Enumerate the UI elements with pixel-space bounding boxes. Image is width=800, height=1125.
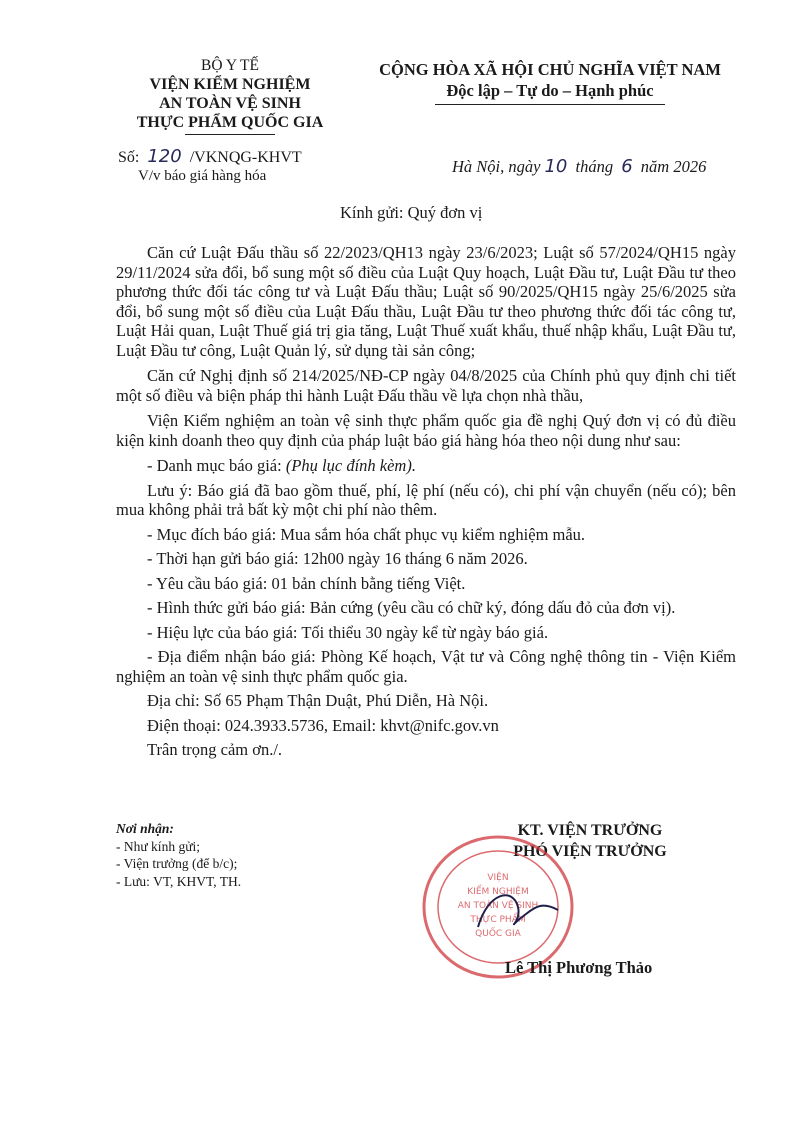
- stamp-line: KIỂM NGHIỆM: [467, 887, 529, 897]
- organization-name-line1: VIỆN KIỂM NGHIỆM: [149, 76, 311, 93]
- stamp-line: QUỐC GIA: [475, 929, 521, 939]
- stamp-line: VIỆN: [487, 873, 509, 883]
- signer-role-2: PHÓ VIỆN TRƯỞNG: [513, 843, 667, 860]
- deadline-line: - Thời hạn gửi báo giá: 12h00 ngày 16 tháng 6 năm 2026.: [147, 549, 528, 568]
- header-divider: [185, 134, 275, 135]
- paragraph-request: Viện Kiểm nghiệm an toàn vệ sinh thực phẩm quốc gia đề nghị Quý đơn vị có đủ điều kiện kinh doanh theo quy định của pháp luật báo giá hàng hóa theo nội dung như sau:: [116, 411, 736, 450]
- note-paragraph: Lưu ý: Báo giá đã bao gồm thuế, phí, lệ phí (nếu có), chi phí vận chuyển (nếu có); bên mua không phải trả bất kỳ một chi phí nào thêm.: [116, 480, 736, 519]
- document-number-prefix: Số:: [118, 149, 140, 166]
- document-number-handwritten: 120: [147, 146, 182, 167]
- signer-name: Lê Thị Phương Thảo: [505, 958, 653, 977]
- item-list-line: [116, 456, 736, 476]
- date-line: [452, 156, 706, 177]
- nation-title: CỘNG HÒA XÃ HỘI CHỦ NGHĨA VIỆT NAM: [379, 60, 721, 79]
- parent-organization: BỘ Y TẾ: [201, 57, 259, 74]
- date-place: Hà Nội, ngày: [452, 157, 541, 176]
- recipient-item: - Lưu: VT, KHVT, TH.: [116, 873, 242, 889]
- requirement-line: - Yêu cầu báo giá: 01 bản chính bằng tiếng Việt.: [147, 573, 466, 593]
- national-motto: Độc lập – Tự do – Hạnh phúc: [446, 81, 654, 100]
- recipient-item: - Viện trưởng (để b/c);: [116, 856, 238, 871]
- contact-line: Điện thoại: 024.3933.5736, Email: khvt@nifc.gov.vn: [147, 715, 499, 735]
- recipients-block: [116, 820, 241, 890]
- national-header: [360, 60, 740, 107]
- purpose-line: - Mục đích báo giá: Mua sắm hóa chất phục vụ kiểm nghiệm mẫu.: [147, 524, 586, 544]
- date-day-handwritten: 10: [544, 156, 568, 177]
- stamp-line: AN TOÀN VỆ SINH: [457, 901, 539, 911]
- location-line: - Địa điểm nhận báo giá: Phòng Kế hoạch, Vật tư và Công nghệ thông tin - Viện Kiểm nghiệm an toàn vệ sinh thực phẩm quốc gia.: [116, 647, 736, 686]
- motto-underline: [435, 104, 665, 105]
- organization-name-line3: THỰC PHẨM QUỐC GIA: [136, 114, 324, 131]
- date-month-label: tháng: [575, 157, 614, 176]
- document-subject: V/v báo giá hàng hóa: [138, 168, 267, 184]
- form-line: - Hình thức gửi báo giá: Bản cứng (yêu cầu có chữ ký, đóng dấu đỏ của đơn vị).: [147, 598, 676, 617]
- letter-body: [116, 243, 736, 765]
- document-number-suffix: /VKNQG-KHVT: [189, 149, 302, 166]
- document-number: [118, 146, 302, 167]
- date-month-handwritten: 6: [621, 156, 633, 177]
- paragraph-legal-basis-2: Căn cứ Nghị định số 214/2025/NĐ-CP ngày 04/8/2025 của Chính phủ quy định chi tiết một số điều và biện pháp thi hành Luật Đấu thầu về lựa chọn nhà thầu,: [116, 366, 736, 405]
- organization-name-line2: AN TOÀN VỆ SINH: [159, 95, 301, 112]
- item-list-value: (Phụ lục đính kèm).: [285, 456, 416, 475]
- date-year: năm 2026: [640, 157, 707, 176]
- stamp-line: THỰC PHẨM: [470, 915, 526, 925]
- closing-line: Trân trọng cảm ơn./.: [147, 740, 283, 759]
- recipients-title: Nơi nhận:: [116, 821, 174, 836]
- validity-line: - Hiệu lực của báo giá: Tối thiểu 30 ngày kể từ ngày báo giá.: [147, 622, 549, 642]
- issuing-organization-header: [110, 56, 350, 138]
- paragraph-legal-basis-1: Căn cứ Luật Đấu thầu số 22/2023/QH13 ngày 23/6/2023; Luật số 57/2024/QH15 ngày 29/11/2024 sửa đổi, bổ sung một số điều của Luật Quy hoạch, Luật Đầu tư, Luật Đầu tư theo phương thức đối tác công tư và Luật Đấu thầu; Luật số 90/2025/QH15 ngày 25/6/2025 sửa đổi, bổ sung một số điều của Luật Đấu thầu, Luật Đầu tư theo phương thức đối tác công tư, Luật Hải quan, Luật Thuế giá trị gia tăng, Luật Thuế xuất khẩu, thuế nhập khẩu, Luật Đầu tư, Luật Đầu tư công, Luật Quản lý, sử dụng tài sản công;: [116, 243, 736, 360]
- item-list-label: - Danh mục báo giá:: [147, 456, 286, 475]
- address-line: Địa chỉ: Số 65 Phạm Thận Duật, Phú Diễn, Hà Nội.: [147, 691, 489, 710]
- recipient-item: - Như kính gửi;: [116, 838, 201, 854]
- signer-role-1: KT. VIỆN TRƯỞNG: [517, 822, 663, 839]
- recipient-line: Kính gửi: Quý đơn vị: [340, 203, 483, 222]
